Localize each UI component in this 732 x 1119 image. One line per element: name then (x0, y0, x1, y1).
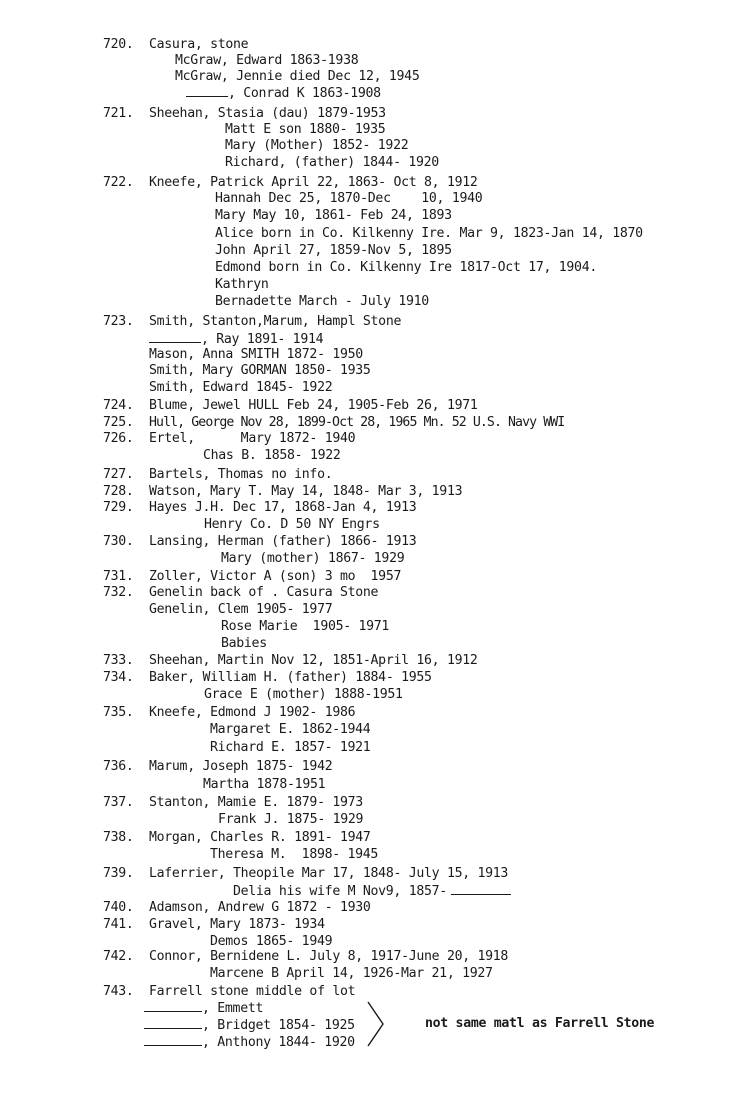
entry-line (233, 883, 511, 900)
entry-text: Henry Co. D 50 NY Engrs (204, 517, 380, 532)
entry-text: Delia his wife M Nov9, 1857- (233, 884, 447, 899)
entry-line (103, 314, 401, 330)
entry-text: , Conrad K 1863-1908 (228, 86, 381, 101)
entry-text: McGraw, Jennie died Dec 12, 1945 (175, 69, 420, 84)
entry-line (103, 569, 401, 585)
entry-number: 726. (103, 431, 134, 446)
entry-text: Marum, Joseph 1875- 1942 (149, 759, 333, 774)
entry-text: Hayes J.H. Dec 17, 1868-Jan 4, 1913 (149, 500, 417, 515)
entry-number: 739. (103, 866, 134, 881)
entry-line (221, 619, 389, 635)
entry-text: Zoller, Victor A (son) 3 mo 1957 (149, 569, 402, 584)
entry-text: Lansing, Herman (father) 1866- 1913 (149, 534, 417, 549)
entry-line (215, 294, 429, 310)
entry-line (103, 398, 478, 414)
entry-line (103, 917, 325, 933)
entry-text: Demos 1865- 1949 (210, 934, 333, 949)
entry-text: Marcene B April 14, 1926-Mar 21, 1927 (210, 966, 493, 981)
entry-line (215, 208, 452, 224)
entry-text: Genelin back of . Casura Stone (149, 585, 379, 600)
entry-number: 731. (103, 569, 134, 584)
entry-line (225, 155, 439, 171)
entry-line (225, 138, 408, 154)
entry-number: 727. (103, 467, 134, 482)
entry-line (103, 984, 355, 1000)
blank-underline (144, 1000, 202, 1012)
entry-line (103, 484, 462, 500)
entry-line (210, 740, 370, 756)
blank-underline (186, 85, 228, 97)
entry-text: Watson, Mary T. May 14, 1848- Mar 3, 1913 (149, 484, 463, 499)
entry-line (149, 602, 332, 618)
entry-line (103, 866, 508, 882)
entry-text: Mary May 10, 1861- Feb 24, 1893 (215, 208, 452, 223)
entry-line (103, 653, 478, 669)
entry-line (103, 830, 371, 846)
entry-number: 734. (103, 670, 134, 685)
entry-line (210, 847, 378, 863)
entry-text: Smith, Stanton,Marum, Hampl Stone (149, 314, 402, 329)
entry-line (221, 551, 404, 567)
entry-line (103, 415, 564, 431)
entry-number: 721. (103, 106, 134, 121)
entry-line (218, 812, 363, 828)
entry-text: Bernadette March - July 1910 (215, 294, 429, 309)
entry-text: Connor, Bernidene L. July 8, 1917-June 20, 1918 (149, 949, 509, 964)
entry-text: Sheehan, Martin Nov 12, 1851-April 16, 1912 (149, 653, 478, 668)
entry-line (103, 175, 478, 191)
entry-text: Grace E (mother) 1888-1951 (204, 687, 403, 702)
entry-line (204, 517, 380, 533)
entry-text: Edmond born in Co. Kilkenny Ire 1817-Oct 17, 1904. (215, 260, 597, 275)
entry-line (103, 759, 332, 775)
entry-line (144, 1000, 263, 1017)
entry-line (103, 795, 363, 811)
entry-text: Margaret E. 1862-1944 (210, 722, 371, 737)
entry-line (103, 949, 508, 965)
entry-line (103, 705, 355, 721)
entry-text: Morgan, Charles R. 1891- 1947 (149, 830, 371, 845)
entry-line (103, 37, 248, 53)
entry-text: Rose Marie 1905- 1971 (221, 619, 390, 634)
entry-line (210, 934, 332, 950)
entry-text: Mary (mother) 1867- 1929 (221, 551, 405, 566)
entry-line (204, 687, 403, 703)
entry-line (215, 191, 482, 207)
entry-line (144, 1034, 355, 1051)
entry-number: 723. (103, 314, 134, 329)
entry-line (149, 331, 323, 348)
entry-number: 728. (103, 484, 134, 499)
entry-text: , Emmett (202, 1001, 264, 1016)
entry-number: 740. (103, 900, 134, 915)
entry-line (203, 777, 325, 793)
entry-line (103, 670, 432, 686)
entry-line (103, 431, 355, 447)
entry-text: Blume, Jewel HULL Feb 24, 1905-Feb 26, 1971 (149, 398, 478, 413)
entry-text: Richard E. 1857- 1921 (210, 740, 371, 755)
entry-number: 742. (103, 949, 134, 964)
entry-line (103, 467, 332, 483)
entry-text: Martha 1878-1951 (203, 777, 326, 792)
entry-number: 743. (103, 984, 134, 999)
entry-line (215, 260, 597, 276)
entry-text: Bartels, Thomas no info. (149, 467, 333, 482)
entry-line (149, 380, 332, 396)
entry-text: Kathryn (215, 277, 269, 292)
entry-text: Hannah Dec 25, 1870-Dec 10, 1940 (215, 191, 483, 206)
entry-text: Ertel, Mary 1872- 1940 (149, 431, 356, 446)
entry-number: 720. (103, 37, 134, 52)
entry-line (103, 585, 378, 601)
entry-line (144, 1017, 355, 1034)
entry-line (149, 347, 363, 363)
entry-text: Matt E son 1880- 1935 (225, 122, 386, 137)
entry-text: Laferrier, Theopile Mar 17, 1848- July 15, 1913 (149, 866, 509, 881)
entry-line (225, 122, 385, 138)
entry-line (215, 243, 452, 259)
entry-text: Farrell stone middle of lot (149, 984, 356, 999)
entry-line (210, 722, 370, 738)
entry-number: 725. (103, 415, 134, 430)
entry-line (175, 69, 419, 85)
entry-number: 741. (103, 917, 134, 932)
entry-text: John April 27, 1859-Nov 5, 1895 (215, 243, 452, 258)
entry-number: 733. (103, 653, 134, 668)
entry-number: 722. (103, 175, 134, 190)
entry-text: Chas B. 1858- 1922 (203, 448, 341, 463)
entry-number: 724. (103, 398, 134, 413)
entry-line (149, 363, 371, 379)
entry-text: Gravel, Mary 1873- 1934 (149, 917, 325, 932)
entry-line (210, 966, 493, 982)
blank-underline (149, 331, 201, 343)
entry-text: Kneefe, Edmond J 1902- 1986 (149, 705, 356, 720)
entry-text: Casura, stone (149, 37, 249, 52)
margin-note: not same matl as Farrell Stone (425, 1016, 655, 1031)
bracket-mark (366, 1000, 386, 1048)
entry-text: , Ray 1891- 1914 (201, 332, 324, 347)
entry-line (103, 106, 386, 122)
entry-text: McGraw, Edward 1863-1938 (175, 53, 359, 68)
entry-text: Adamson, Andrew G 1872 - 1930 (149, 900, 371, 915)
entry-text: Baker, William H. (father) 1884- 1955 (149, 670, 432, 685)
entry-line (221, 636, 267, 652)
entry-line (103, 500, 416, 516)
entry-line (186, 85, 381, 102)
entry-line (175, 53, 358, 69)
entry-text: Theresa M. 1898- 1945 (210, 847, 379, 862)
entry-number: 729. (103, 500, 134, 515)
entry-text: Mason, Anna SMITH 1872- 1950 (149, 347, 363, 362)
blank-underline (451, 883, 511, 895)
entry-line (215, 226, 643, 242)
entry-number: 732. (103, 585, 134, 600)
entry-number: 736. (103, 759, 134, 774)
entry-line (215, 277, 268, 293)
entry-text: Frank J. 1875- 1929 (218, 812, 364, 827)
entry-text: Babies (221, 636, 267, 651)
entry-number: 737. (103, 795, 134, 810)
entry-text: Smith, Mary GORMAN 1850- 1935 (149, 363, 371, 378)
blank-underline (144, 1017, 202, 1029)
entry-line (103, 534, 416, 550)
entry-text: Stanton, Mamie E. 1879- 1973 (149, 795, 363, 810)
entry-text: , Anthony 1844- 1920 (202, 1035, 355, 1050)
entry-line (203, 448, 341, 464)
entry-line (103, 900, 371, 916)
entry-number: 738. (103, 830, 134, 845)
entry-text: Sheehan, Stasia (dau) 1879-1953 (149, 106, 386, 121)
entry-text: Kneefe, Patrick April 22, 1863- Oct 8, 1912 (149, 175, 478, 190)
entry-text: Alice born in Co. Kilkenny Ire. Mar 9, 1823-Jan 14, 1870 (215, 226, 643, 241)
entry-text: Richard, (father) 1844- 1920 (225, 155, 439, 170)
entry-text: Hull, George Nov 28, 1899-Oct 28, 1965 Mn. 52 U.S. Navy WWI (149, 415, 565, 430)
blank-underline (144, 1034, 202, 1046)
entry-text: , Bridget 1854- 1925 (202, 1018, 355, 1033)
entry-text: Mary (Mother) 1852- 1922 (225, 138, 409, 153)
entry-text: Genelin, Clem 1905- 1977 (149, 602, 333, 617)
entry-text: Smith, Edward 1845- 1922 (149, 380, 333, 395)
entry-number: 730. (103, 534, 134, 549)
entry-number: 735. (103, 705, 134, 720)
